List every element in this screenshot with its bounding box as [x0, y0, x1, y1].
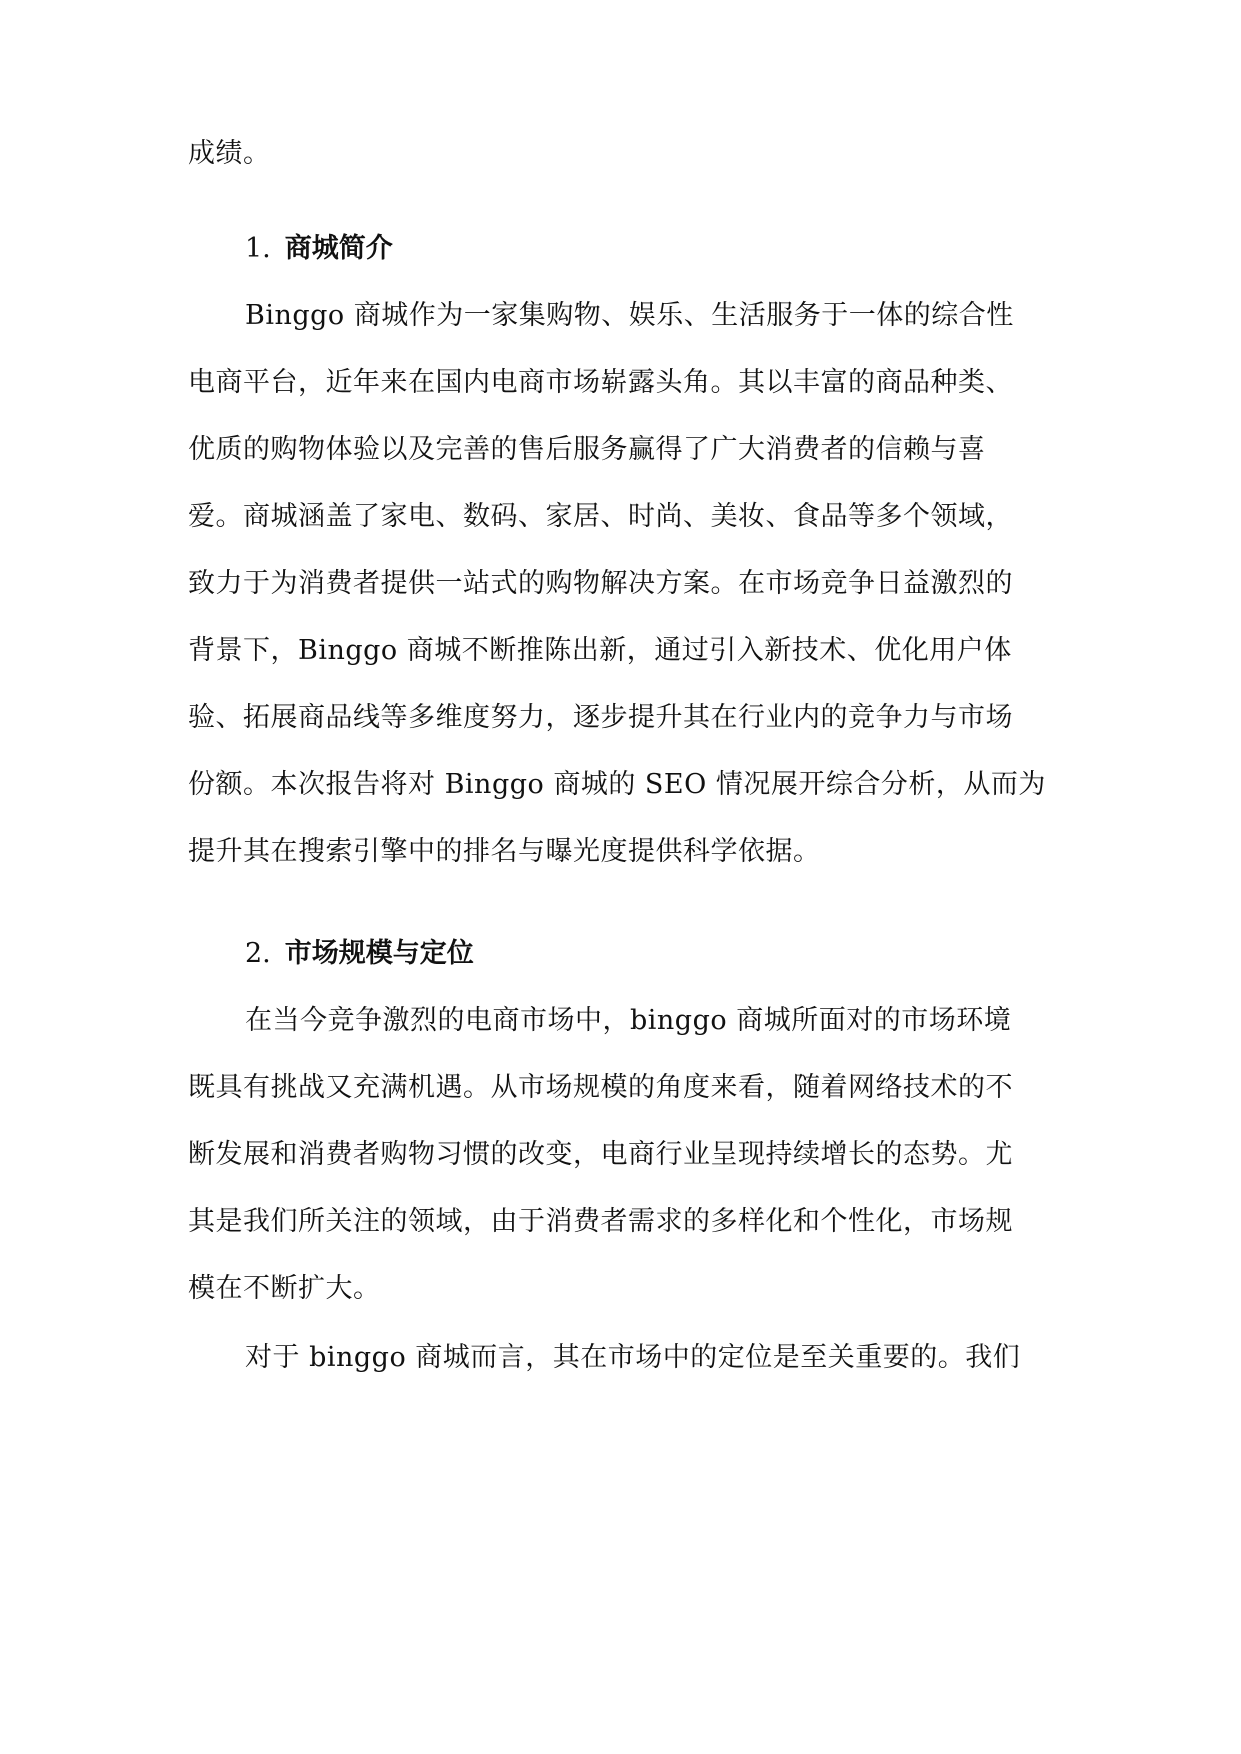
section-heading-1 [245, 232, 393, 266]
section-heading-2 [245, 937, 474, 971]
paragraph-line: 优质的购物体验以及完善的售后服务赢得了广大消费者的信赖与喜 [188, 434, 986, 465]
paragraph-line: 成绩。 [188, 138, 271, 169]
section-title: 市场规模与定位 [284, 938, 474, 969]
section-title: 商城简介 [284, 233, 393, 264]
paragraph-line: 份额。本次报告将对 Binggo 商城的 SEO 情况展开综合分析，从而为 [188, 769, 1046, 800]
paragraph-line: 提升其在搜索引擎中的排名与曝光度提供科学依据。 [188, 836, 821, 867]
paragraph-line: 在当今竞争激烈的电商市场中，binggo 商城所面对的市场环境 [245, 1005, 1012, 1036]
section-number: 2. [245, 938, 271, 969]
paragraph-line: 背景下，Binggo 商城不断推陈出新，通过引入新技术、优化用户体 [188, 635, 1012, 666]
paragraph-line: 对于 binggo 商城而言，其在市场中的定位是至关重要的。我们 [245, 1342, 1021, 1373]
paragraph-line: 模在不断扩大。 [188, 1273, 381, 1304]
paragraph-line: Binggo 商城作为一家集购物、娱乐、生活服务于一体的综合性 [245, 300, 1014, 331]
paragraph-line: 致力于为消费者提供一站式的购物解决方案。在市场竞争日益激烈的 [188, 568, 1013, 599]
paragraph-line: 既具有挑战又充满机遇。从市场规模的角度来看，随着网络技术的不 [188, 1072, 1013, 1103]
section-number: 1. [245, 233, 271, 264]
paragraph-line: 断发展和消费者购物习惯的改变，电商行业呈现持续增长的态势。尤 [188, 1139, 1013, 1170]
paragraph-line: 其是我们所关注的领域，由于消费者需求的多样化和个性化，市场规 [188, 1206, 1013, 1237]
paragraph-line: 爱。商城涵盖了家电、数码、家居、时尚、美妆、食品等多个领域， [188, 501, 1013, 532]
paragraph-line: 电商平台，近年来在国内电商市场崭露头角。其以丰富的商品种类、 [188, 367, 1013, 398]
paragraph-line: 验、拓展商品线等多维度努力，逐步提升其在行业内的竞争力与市场 [188, 702, 1013, 733]
